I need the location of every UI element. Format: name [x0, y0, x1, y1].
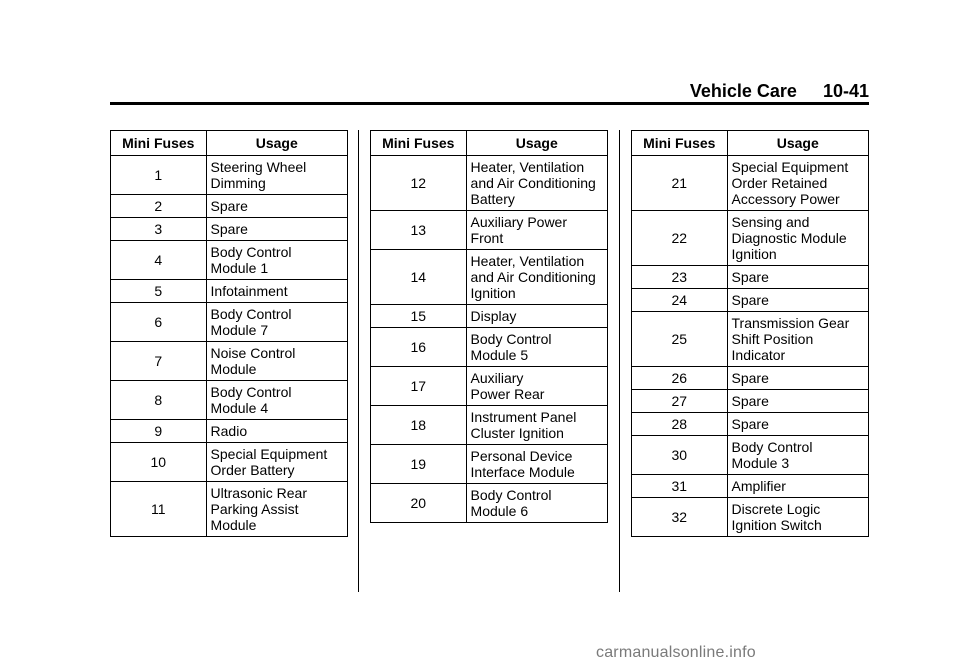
fuse-number: 12 [371, 156, 467, 211]
usage-line: Discrete Logic [731, 501, 821, 517]
fuse-number: 8 [111, 381, 207, 420]
table-row [371, 211, 608, 250]
usage-line: Spare [731, 292, 769, 308]
fuse-number: 27 [632, 390, 728, 413]
table-row [111, 218, 348, 241]
usage-line: Spare [731, 393, 769, 409]
fuse-number: 28 [632, 413, 728, 436]
table-row [111, 195, 348, 218]
fuse-number: 10 [111, 443, 207, 482]
fuse-number: 19 [371, 445, 467, 484]
usage-line: Spare [731, 269, 769, 285]
usage-line: Order Retained [731, 175, 828, 191]
table-row [632, 312, 869, 367]
watermark-text: carmanualsonline.info [596, 644, 756, 661]
column-divider-right [619, 130, 620, 592]
usage-line: Power Rear [470, 386, 545, 402]
column-header-mini-fuses: Mini Fuses [632, 131, 728, 156]
header-rule [110, 102, 869, 105]
usage-line: Infotainment [210, 283, 288, 299]
table-row [111, 156, 348, 195]
usage-line: Auxiliary [470, 370, 524, 386]
usage-line: and Air Conditioning [470, 269, 596, 285]
usage-line: Radio [210, 423, 248, 439]
fuse-number: 15 [371, 305, 467, 328]
usage-line: Body Control [470, 487, 552, 503]
usage-line: Order Battery [210, 462, 295, 478]
table-row [371, 305, 608, 328]
usage-line: Body Control [210, 306, 292, 322]
usage-line: Ignition Switch [731, 517, 822, 533]
usage-line: Front [470, 230, 504, 246]
fuse-table-3 [631, 130, 869, 537]
fuse-usage [206, 381, 347, 420]
fuse-usage [206, 195, 347, 218]
usage-line: Module 6 [470, 503, 529, 519]
usage-line: Amplifier [731, 478, 786, 494]
column-header-mini-fuses: Mini Fuses [111, 131, 207, 156]
page-number: 10-41 [822, 81, 869, 101]
fuse-number: 14 [371, 250, 467, 305]
fuse-usage [466, 406, 607, 445]
fuse-number: 6 [111, 303, 207, 342]
fuse-usage [206, 280, 347, 303]
fuse-usage [206, 482, 347, 537]
table-row [632, 413, 869, 436]
table-row [632, 436, 869, 475]
page-header [110, 80, 869, 102]
table-row [632, 289, 869, 312]
usage-line: Module 7 [210, 322, 269, 338]
usage-line: Body Control [731, 439, 813, 455]
fuse-usage [727, 312, 868, 367]
fuse-usage [206, 218, 347, 241]
usage-line: Module [210, 361, 257, 377]
usage-line: Cluster Ignition [470, 425, 564, 441]
table-row [371, 406, 608, 445]
fuse-usage [727, 289, 868, 312]
fuse-number: 22 [632, 211, 728, 266]
usage-line: Dimming [210, 175, 266, 191]
usage-line: Body Control [210, 384, 292, 400]
fuse-number: 23 [632, 266, 728, 289]
fuse-number: 3 [111, 218, 207, 241]
fuse-usage [206, 443, 347, 482]
fuse-number: 7 [111, 342, 207, 381]
table-row [371, 445, 608, 484]
fuse-number: 4 [111, 241, 207, 280]
usage-line: Steering Wheel [210, 159, 307, 175]
fuse-usage [206, 303, 347, 342]
table-row [111, 241, 348, 280]
fuse-usage [727, 156, 868, 211]
usage-line: Ignition [470, 285, 516, 301]
table-row [111, 280, 348, 303]
usage-line: Personal Device [470, 448, 573, 464]
fuse-number: 26 [632, 367, 728, 390]
usage-line: Special Equipment [210, 446, 328, 462]
table-row [111, 342, 348, 381]
table-row [632, 498, 869, 537]
usage-line: Interface Module [470, 464, 575, 480]
usage-line: Display [470, 308, 517, 324]
usage-line: Body Control [210, 244, 292, 260]
usage-line: Parking Assist [210, 501, 299, 517]
usage-line: Transmission Gear [731, 315, 850, 331]
table-row [371, 328, 608, 367]
column-header-usage: Usage [466, 131, 607, 156]
usage-line: Module [210, 517, 257, 533]
table-row [371, 367, 608, 406]
fuse-table-2 [370, 130, 608, 523]
table-row [632, 367, 869, 390]
fuse-number: 21 [632, 156, 728, 211]
fuse-number: 1 [111, 156, 207, 195]
fuse-usage [206, 241, 347, 280]
fuse-usage [466, 156, 607, 211]
usage-line: Spare [210, 221, 248, 237]
usage-line: Module 1 [210, 260, 269, 276]
usage-line: and Air Conditioning [470, 175, 596, 191]
column-divider-left [358, 130, 359, 592]
fuse-number: 13 [371, 211, 467, 250]
usage-line: Sensing and [731, 214, 810, 230]
usage-line: Noise Control [210, 345, 296, 361]
table-row [632, 211, 869, 266]
fuse-usage [727, 436, 868, 475]
column-header-usage: Usage [206, 131, 347, 156]
table-row [111, 443, 348, 482]
usage-line: Diagnostic Module [731, 230, 847, 246]
fuse-number: 31 [632, 475, 728, 498]
fuse-number: 32 [632, 498, 728, 537]
column-header-mini-fuses: Mini Fuses [371, 131, 467, 156]
fuse-number: 5 [111, 280, 207, 303]
usage-line: Spare [731, 416, 769, 432]
column-header-usage: Usage [727, 131, 868, 156]
fuse-usage [466, 328, 607, 367]
usage-line: Heater, Ventilation [470, 253, 585, 269]
usage-line: Indicator [731, 347, 786, 363]
usage-line: Heater, Ventilation [470, 159, 585, 175]
table-row [111, 420, 348, 443]
fuse-table-1 [110, 130, 348, 537]
section-title: Vehicle Care [689, 81, 797, 101]
usage-line: Spare [731, 370, 769, 386]
fuse-number: 16 [371, 328, 467, 367]
usage-line: Module 3 [731, 455, 790, 471]
fuse-usage [466, 367, 607, 406]
fuse-number: 11 [111, 482, 207, 537]
usage-line: Body Control [470, 331, 552, 347]
fuse-usage [727, 498, 868, 537]
usage-line: Spare [210, 198, 248, 214]
fuse-number: 20 [371, 484, 467, 523]
table-row [632, 390, 869, 413]
fuse-usage [466, 211, 607, 250]
fuse-usage [466, 445, 607, 484]
usage-line: Instrument Panel [470, 409, 577, 425]
fuse-number: 17 [371, 367, 467, 406]
table-row [371, 156, 608, 211]
usage-line: Shift Position [731, 331, 814, 347]
fuse-number: 18 [371, 406, 467, 445]
table-row [371, 484, 608, 523]
table-row [111, 303, 348, 342]
usage-line: Ultrasonic Rear [210, 485, 308, 501]
fuse-number: 25 [632, 312, 728, 367]
usage-line: Module 4 [210, 400, 269, 416]
fuse-number: 2 [111, 195, 207, 218]
fuse-usage [206, 342, 347, 381]
table-row [111, 482, 348, 537]
fuse-usage [727, 390, 868, 413]
usage-line: Auxiliary Power [470, 214, 568, 230]
fuse-usage [206, 156, 347, 195]
usage-line: Ignition [731, 246, 777, 262]
fuse-usage [466, 250, 607, 305]
fuse-number: 30 [632, 436, 728, 475]
usage-line: Accessory Power [731, 191, 840, 207]
fuse-usage [466, 305, 607, 328]
fuse-number: 24 [632, 289, 728, 312]
fuse-usage [727, 367, 868, 390]
table-row [371, 250, 608, 305]
table-row [632, 156, 869, 211]
fuse-usage [466, 484, 607, 523]
usage-line: Module 5 [470, 347, 529, 363]
fuse-usage [206, 420, 347, 443]
table-row [632, 475, 869, 498]
table-row [632, 266, 869, 289]
fuse-number: 9 [111, 420, 207, 443]
fuse-usage [727, 211, 868, 266]
fuse-usage [727, 266, 868, 289]
fuse-usage [727, 475, 868, 498]
fuse-usage [727, 413, 868, 436]
usage-line: Special Equipment [731, 159, 849, 175]
usage-line: Battery [470, 191, 515, 207]
table-row [111, 381, 348, 420]
